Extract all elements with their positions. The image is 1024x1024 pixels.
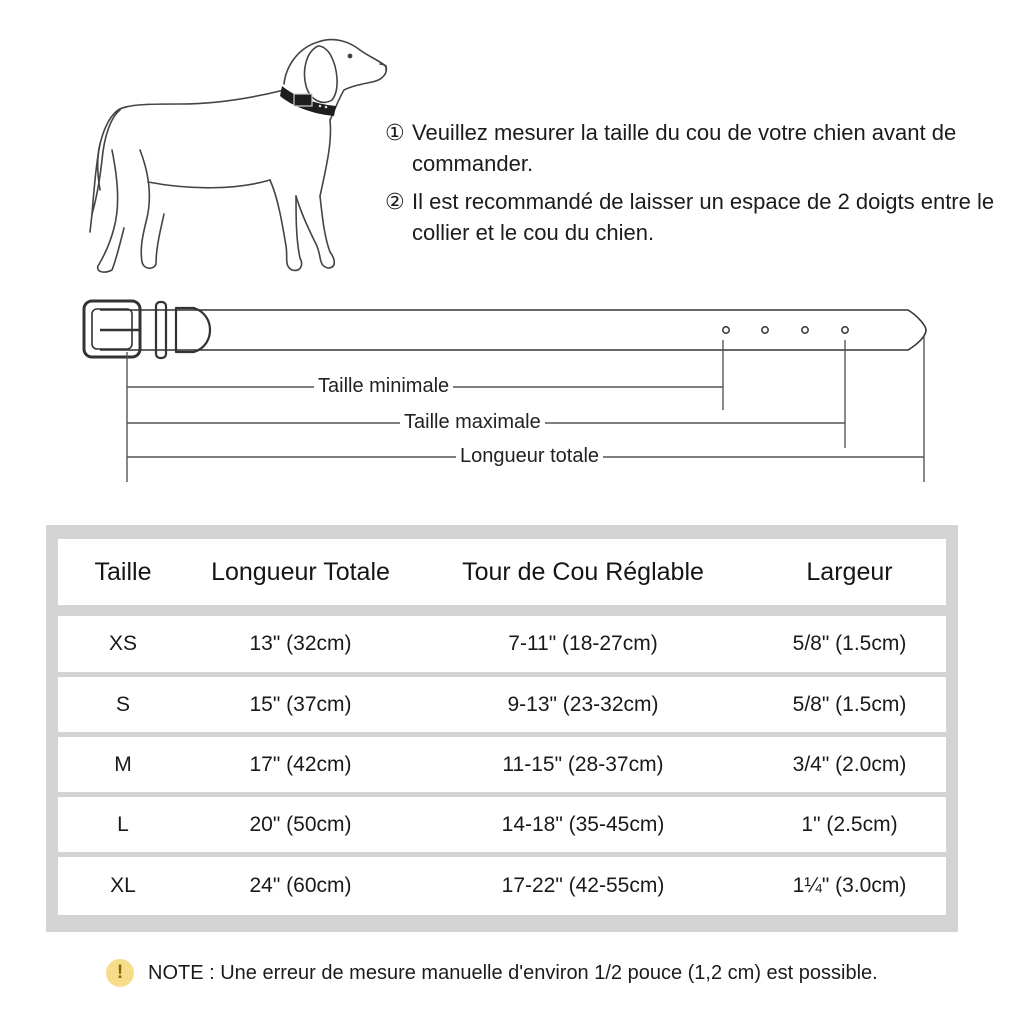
cell-neck-range: 11-15" (28-37cm): [502, 752, 664, 776]
header-width: Largeur: [806, 557, 893, 586]
table-row: [58, 857, 946, 915]
instruction-2: [385, 186, 1005, 248]
table-row: [58, 797, 946, 852]
instruction-2-marker: ②: [385, 189, 405, 214]
cell-width: 1" (2.5cm): [801, 812, 898, 836]
max-size-label: Taille maximale: [400, 411, 545, 434]
table-row: [58, 737, 946, 792]
dog-illustration: [80, 20, 400, 280]
header-size: Taille: [94, 557, 152, 586]
instruction-1: [385, 117, 1005, 179]
cell-total-length: 15" (37cm): [249, 692, 352, 716]
cell-neck-range: 17-22" (42-55cm): [501, 874, 665, 897]
cell-size: XL: [110, 874, 136, 897]
cell-size: L: [117, 812, 129, 836]
collar-hole: [762, 327, 768, 333]
cell-size: S: [115, 692, 130, 716]
collar-hole: [723, 327, 729, 333]
cell-neck-range: 9-13" (23-32cm): [507, 692, 659, 716]
warning-icon: !: [106, 959, 134, 987]
cell-width: 5/8" (1.5cm): [792, 692, 907, 716]
note-text: NOTE : Une erreur de mesure manuelle d'environ 1/2 pouce (1,2 cm) est possible.: [148, 961, 878, 984]
cell-total-length: 20" (50cm): [249, 812, 352, 836]
instruction-1-marker: ①: [385, 120, 405, 145]
header-neck-range: Tour de Cou Réglable: [462, 557, 704, 586]
table-row: [58, 616, 946, 672]
cell-width: 5/8" (1.5cm): [792, 632, 907, 655]
cell-neck-range: 7-11" (18-27cm): [508, 632, 658, 655]
table-header-row: [58, 539, 946, 605]
cell-neck-range: 14-18" (35-45cm): [501, 812, 665, 836]
min-size-label: Taille minimale: [314, 375, 453, 398]
cell-total-length: 24" (60cm): [249, 874, 352, 897]
total-length-label: Longueur totale: [456, 445, 603, 468]
cell-width: 1¼" (3.0cm): [792, 874, 907, 897]
size-table: [46, 525, 958, 932]
cell-size: M: [114, 752, 132, 776]
header-total-length: Longueur Totale: [211, 557, 390, 586]
cell-width: 3/4" (2.0cm): [792, 752, 907, 776]
table-row: [58, 677, 946, 732]
cell-total-length: 13" (32cm): [249, 632, 352, 655]
collar-hole: [802, 327, 808, 333]
cell-size: XS: [108, 632, 137, 655]
instruction-1-text: Veuillez mesurer la taille du cou de votre chien avant de commander.: [412, 120, 957, 176]
instruction-2-text: Il est recommandé de laisser un espace de 2 doigts entre le collier et le cou du chien.: [412, 189, 995, 245]
note: [106, 958, 878, 988]
collar-diagram: [0, 290, 1024, 490]
collar-hole: [842, 327, 848, 333]
cell-total-length: 17" (42cm): [249, 752, 352, 776]
